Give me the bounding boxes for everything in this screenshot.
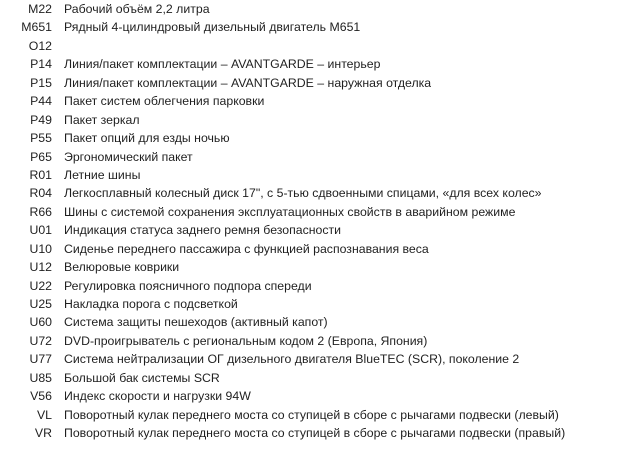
list-item [0, 55, 620, 73]
option-description: Пакет опций для езды ночью [64, 131, 230, 146]
list-item [0, 148, 620, 166]
option-description: Велюровые коврики [64, 260, 180, 275]
list-item [0, 166, 620, 184]
option-code: R04 [29, 186, 52, 201]
list-item [0, 129, 620, 147]
list-item [0, 240, 620, 258]
option-description: Система защиты пешеходов (активный капот) [64, 315, 328, 330]
option-code: VL [36, 407, 52, 422]
option-description: Рядный 4-цилиндровый дизельный двигатель M651 [64, 20, 361, 35]
option-code: M22 [28, 2, 52, 16]
option-code: U77 [29, 352, 52, 367]
list-item [0, 424, 620, 442]
option-code: P49 [30, 112, 52, 127]
list-item [0, 258, 620, 276]
option-code: U12 [29, 260, 52, 275]
option-code: P65 [30, 149, 52, 164]
option-description: Легкосплавный колесный диск 17", с 5-тью сдвоенными спицами, «для всех колес» [64, 186, 542, 201]
option-description: Летние шины [64, 167, 141, 182]
list-item [0, 387, 620, 405]
option-description: Линия/пакет комплектации – AVANTGARDE – интерьер [64, 57, 381, 72]
option-code: U01 [29, 223, 52, 238]
list-item [0, 406, 620, 424]
list-item [0, 203, 620, 221]
option-code: R01 [29, 167, 52, 182]
list-item [0, 277, 620, 295]
option-code: M651 [21, 20, 52, 35]
list-item [0, 221, 620, 239]
option-description: Сиденье переднего пассажира с функцией распознавания веса [64, 241, 429, 256]
option-code: U85 [29, 370, 52, 385]
option-description: Система нейтрализации ОГ дизельного двигателя BlueTEC (SCR), поколение 2 [64, 352, 520, 367]
option-code: P44 [30, 94, 52, 109]
option-code: P15 [30, 75, 52, 90]
option-description: Индекс скорости и нагрузки 94W [64, 389, 251, 404]
option-description: Большой бак системы SCR [64, 370, 220, 385]
list-item [0, 350, 620, 368]
list-item [0, 0, 620, 18]
list-item [0, 295, 620, 313]
option-code: P14 [30, 57, 52, 72]
option-code: O12 [28, 38, 52, 53]
list-item [0, 369, 620, 387]
option-code: U22 [29, 278, 52, 293]
option-description: Шины с системой сохранения эксплуатационных свойств в аварийном режиме [64, 204, 516, 219]
option-description: Линия/пакет комплектации – AVANTGARDE – наружная отделка [64, 75, 432, 90]
option-code: U72 [29, 333, 52, 348]
option-code: U10 [29, 241, 52, 256]
option-code: VR [34, 426, 52, 441]
option-description: Поворотный кулак переднего моста со ступицей в сборе с рычагами подвески (правый) [64, 426, 566, 441]
list-item [0, 184, 620, 202]
list-item [0, 313, 620, 331]
option-description: Накладка порога с подсветкой [64, 297, 238, 311]
option-code: U25 [29, 297, 52, 311]
list-item [0, 74, 620, 92]
option-description: Пакет зеркал [64, 112, 140, 127]
option-code: P55 [30, 131, 52, 146]
list-item [0, 332, 620, 350]
option-description: DVD-проигрыватель с региональным кодом 2 (Европа, Япония) [64, 333, 428, 348]
list-item [0, 111, 620, 129]
list-item [0, 18, 620, 36]
option-description: Пакет систем облегчения парковки [64, 94, 265, 109]
option-code: U60 [29, 315, 52, 330]
option-code: V56 [30, 389, 52, 404]
option-description: Регулировка поясничного подпора спереди [64, 278, 312, 293]
option-code: R66 [29, 204, 52, 219]
list-item [0, 92, 620, 110]
option-description: Эргономический пакет [64, 149, 193, 164]
list-item [0, 37, 620, 55]
option-description: Рабочий объём 2,2 литра [64, 2, 210, 16]
option-description: Поворотный кулак переднего моста со ступицей в сборе с рычагами подвески (левый) [64, 407, 559, 422]
option-description: Индикация статуса заднего ремня безопасности [64, 223, 342, 238]
